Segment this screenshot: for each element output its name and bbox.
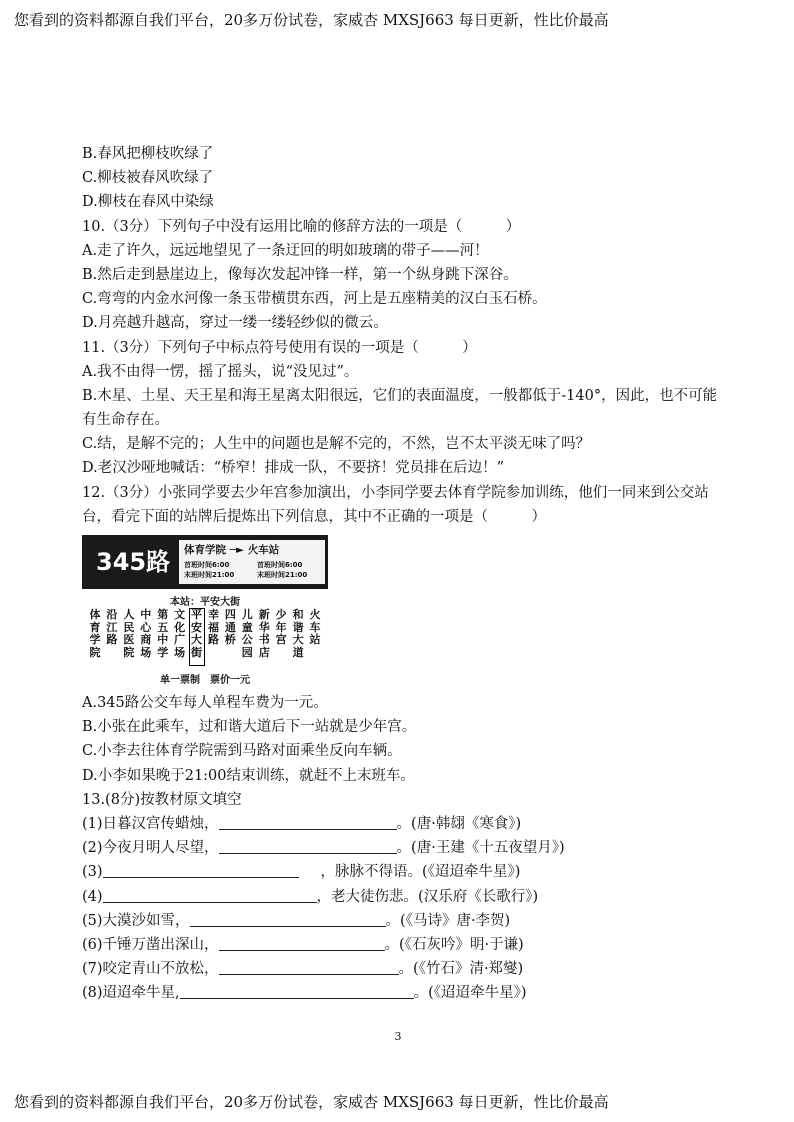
q12-option-c: C.小李去往体育学院需到马路对面乘坐反向车辆。 [82, 743, 402, 760]
stop-item: 少年宫 [275, 608, 287, 647]
q13-item [82, 860, 722, 884]
q10-option-c: C.弯弯的内金水河像一条玉带横贯东西，河上是五座精美的汉白玉石桥。 [82, 291, 547, 308]
stop-item-current: 平安大街 [190, 609, 204, 665]
q9-option-b: B.春风把柳枝吹绿了 [82, 146, 214, 162]
page-number: 3 [394, 1030, 402, 1043]
top-banner: 您看到的资料都源自我们平台，20多万份试卷，家威杏 MXSJ663 每日更新，性比价最高 [14, 11, 609, 29]
answer-blank [103, 887, 317, 903]
last-bus-left: 末班时间21:00 [184, 571, 235, 580]
q11-option-a: A.我不由得一愣，摇了摇头，说“没见过”。 [82, 363, 359, 380]
q11-stem: 11.（3分）下列句子中标点符号使用有误的一项是（ ） [82, 339, 477, 356]
stop-item: 中心商场 [140, 608, 152, 659]
stop-item: 人民医院 [123, 608, 135, 659]
q13-item [82, 933, 722, 957]
item-prefix: (3) [82, 864, 103, 881]
answer-blank [219, 838, 397, 854]
answer-blank [103, 862, 299, 878]
first-bus-left: 首班时间6:00 [184, 561, 230, 570]
q10-stem: 10.（3分）下列句子中没有运用比喻的修辞方法的一项是（ ） [82, 218, 521, 235]
stop-list [88, 609, 322, 665]
stop-item: 和谐大道 [292, 608, 304, 659]
sign-header [82, 535, 328, 589]
item-suffix: 。(唐·王建《十五夜望月》) [396, 840, 565, 857]
item-suffix: ，脉脉不得语。(《迢迢牵牛星》) [320, 864, 521, 881]
q13-item [82, 909, 722, 933]
q13-item [82, 812, 722, 836]
q13-item [82, 957, 722, 981]
current-stop-label: 本站：平安大街 [170, 597, 240, 609]
item-suffix: 。(唐·韩翃《寒食》) [396, 816, 522, 832]
stop-item: 新华书店 [258, 608, 270, 659]
answer-blank [219, 814, 397, 830]
q10-option-d: D.月亮越升越高，穿过一缕一缕轻纱似的微云。 [82, 315, 388, 332]
item-prefix: (2)今夜月明人尽望， [82, 840, 219, 857]
item-prefix: (5)大漠沙如雪， [82, 912, 190, 929]
first-bus-right: 首班时间6:00 [257, 561, 303, 570]
q12-stem: 12.（3分）小张同学要去少年宫参加演出，小李同学要去体育学院参加训练，他们一同来到公交站台，看完下面的站牌后提炼出下列信息，其中不正确的一项是（ ） [82, 484, 709, 525]
bottom-banner: 您看到的资料都源自我们平台，20多万份试卷，家威杏 MXSJ663 每日更新，性比价最高 [14, 1093, 609, 1111]
answer-blank [219, 959, 399, 975]
stop-item: 火车站 [309, 608, 321, 647]
q13-item [82, 981, 722, 1005]
item-prefix: (1)日暮汉宫传蜡烛， [82, 816, 219, 832]
answer-blank [219, 935, 385, 951]
item-prefix: (6)千锤万凿出深山， [82, 936, 219, 953]
q11-option-b: B.木星、土星、天王星和海王星离太阳很远，它们的表面温度，一般都低于-140°，因此，也不可能有生命存在。 [82, 387, 718, 429]
q10-option-b: B.然后走到悬崖边上，像每次发起冲锋一样，第一个纵身跳下深谷。 [82, 266, 518, 283]
item-prefix: (4) [82, 888, 103, 905]
item-suffix: 。(《马诗》唐·李贺) [385, 912, 511, 929]
q13-stem: 13.(8分)按教材原文填空 [82, 791, 242, 808]
item-suffix: 。(《石灰吟》明·于谦) [384, 936, 524, 953]
item-suffix: 。(《迢迢牵牛星》) [413, 985, 527, 1002]
item-prefix: (8)迢迢牵牛星, [82, 985, 180, 1002]
stop-item: 四通桥 [224, 608, 236, 647]
q12-option-a: A.345路公交车每人单程车费为一元。 [82, 695, 328, 712]
answer-blank [190, 911, 386, 927]
bus-stop-sign [82, 535, 328, 685]
q12-option-b: B.小张在此乘车，过和谐大道后下一站就是少年宫。 [82, 719, 417, 736]
q11-option-c: C.结，是解不完的；人生中的问题也是解不完的，不然，岂不太平淡无味了吗？ [82, 436, 591, 453]
last-bus-right: 末班时间21:00 [257, 571, 308, 580]
sign-info-panel [179, 540, 325, 584]
q10-option-a: A.走了许久，远远地望见了一条迂回的明如玻璃的带子——河！ [82, 242, 489, 259]
fare-label: 单一票制 票价一元 [160, 675, 250, 687]
stop-item: 体育学院 [89, 608, 101, 659]
stop-item: 文化广场 [174, 608, 186, 659]
q9-option-c: C.柳枝被春风吹绿了 [82, 170, 214, 187]
times-left [184, 560, 234, 580]
stop-item: 第五中学 [157, 608, 169, 659]
page-content [82, 142, 722, 1006]
stop-item: 沿江路 [106, 608, 118, 647]
item-suffix: ，老大徒伤悲。(汉乐府《长歌行》) [316, 888, 539, 905]
route-direction: 体育学院 ─► 火车站 [184, 544, 280, 557]
item-suffix: 。(《竹石》清·郑燮) [398, 961, 524, 978]
q13-item [82, 836, 722, 860]
q11-option-d: D.老汉沙哑地喊话：“桥窄！排成一队，不要挤！党员排在后边！” [82, 460, 505, 477]
stop-item: 儿童公园 [241, 608, 253, 659]
item-prefix: (7)咬定青山不放松， [82, 961, 219, 978]
times-right [257, 560, 307, 580]
route-number: 345路 [96, 548, 171, 577]
q9-option-d: D.柳枝在春风中染绿 [82, 194, 214, 211]
q12-option-d: D.小李如果晚于21:00结束训练，就赶不上末班车。 [82, 767, 416, 784]
answer-blank [180, 983, 414, 999]
q13-item [82, 885, 722, 909]
stop-item: 幸福路 [207, 608, 219, 647]
